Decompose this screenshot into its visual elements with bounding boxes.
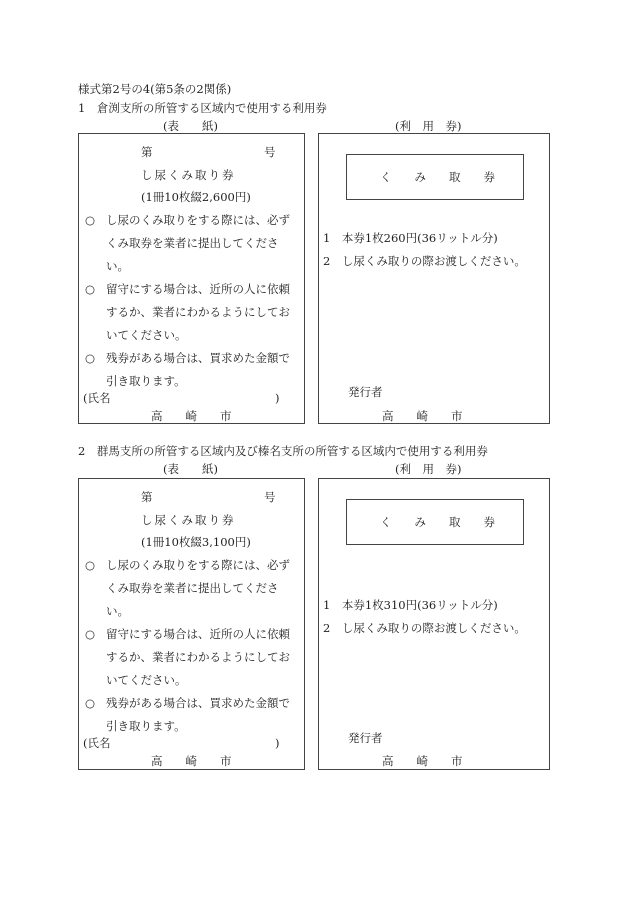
number-label: 第: [141, 145, 153, 159]
note-bullet: ○: [85, 696, 96, 710]
note-line: い。: [106, 604, 129, 618]
note-line: 引き取ります。: [106, 719, 186, 733]
note-line: 残券がある場合は、買求めた金額で: [106, 696, 290, 710]
note-bullet: ○: [85, 627, 96, 641]
cover-box: [78, 478, 305, 770]
note-line: い。: [106, 259, 129, 273]
issuer-label: 発行者: [348, 385, 383, 399]
name-close: ): [275, 391, 280, 405]
cover-subtitle: (1冊10枚綴2,600円): [141, 190, 251, 204]
section-heading: 2 群馬支所の所管する区域内及び榛名支所の所管する区域内で使用する利用券: [78, 444, 488, 458]
note-bullet: ○: [85, 213, 96, 227]
note-line: 留守にする場合は、近所の人に依頼: [106, 627, 290, 641]
number-label: 第: [141, 490, 153, 504]
ticket-item: 2 し尿くみ取りの際お渡しください。: [323, 254, 526, 268]
name-open: (氏名: [83, 391, 111, 405]
ticket-item: 2 し尿くみ取りの際お渡しください。: [323, 621, 526, 635]
note-bullet: ○: [85, 558, 96, 572]
note-line: 留守にする場合は、近所の人に依頼: [106, 282, 290, 296]
issuer-city: 高 崎 市: [151, 409, 232, 423]
note-line: するか、業者にわかるようにしてお: [106, 305, 290, 319]
issuer-city: 高 崎 市: [382, 754, 463, 768]
note-line: くみ取券を業者に提出してくださ: [106, 581, 279, 595]
note-line: いてください。: [106, 673, 187, 687]
issuer-city: 高 崎 市: [151, 754, 232, 768]
note-line: いてください。: [106, 328, 187, 342]
ticket-label: (利 用 券): [395, 119, 462, 133]
number-suffix: 号: [264, 145, 276, 159]
note-line: するか、業者にわかるようにしてお: [106, 650, 290, 664]
note-bullet: ○: [85, 282, 96, 296]
ticket-item: 1 本券1枚310円(36リットル分): [323, 598, 498, 612]
ticket-inner-title: く み 取 券: [380, 170, 495, 184]
ticket-label: (利 用 券): [395, 462, 462, 476]
name-close: ): [275, 736, 280, 750]
cover-label: (表 紙): [163, 462, 218, 476]
cover-title: し尿くみ取り券: [141, 168, 236, 182]
cover-subtitle: (1冊10枚綴3,100円): [141, 535, 251, 549]
note-line: 残券がある場合は、買求めた金額で: [106, 351, 290, 365]
name-open: (氏名: [83, 736, 111, 750]
number-suffix: 号: [264, 490, 276, 504]
note-line: 引き取ります。: [106, 374, 186, 388]
issuer-city: 高 崎 市: [382, 409, 463, 423]
cover-box: [78, 133, 305, 424]
note-bullet: ○: [85, 351, 96, 365]
ticket-box: [318, 133, 550, 424]
ticket-inner-title: く み 取 券: [380, 515, 495, 529]
issuer-label: 発行者: [348, 731, 383, 745]
cover-label: (表 紙): [163, 119, 218, 133]
section-heading: 1 倉渕支所の所管する区域内で使用する利用券: [78, 101, 327, 115]
form-title: 様式第2号の4(第5条の2関係): [78, 82, 232, 96]
note-line: し尿のくみ取りをする際には、必ず: [106, 558, 290, 572]
cover-title: し尿くみ取り券: [141, 513, 236, 527]
note-line: くみ取券を業者に提出してくださ: [106, 236, 279, 250]
note-line: し尿のくみ取りをする際には、必ず: [106, 213, 290, 227]
ticket-item: 1 本券1枚260円(36リットル分): [323, 231, 498, 245]
ticket-inner-box: [346, 499, 524, 545]
ticket-box: [318, 478, 550, 770]
ticket-inner-box: [346, 154, 524, 200]
